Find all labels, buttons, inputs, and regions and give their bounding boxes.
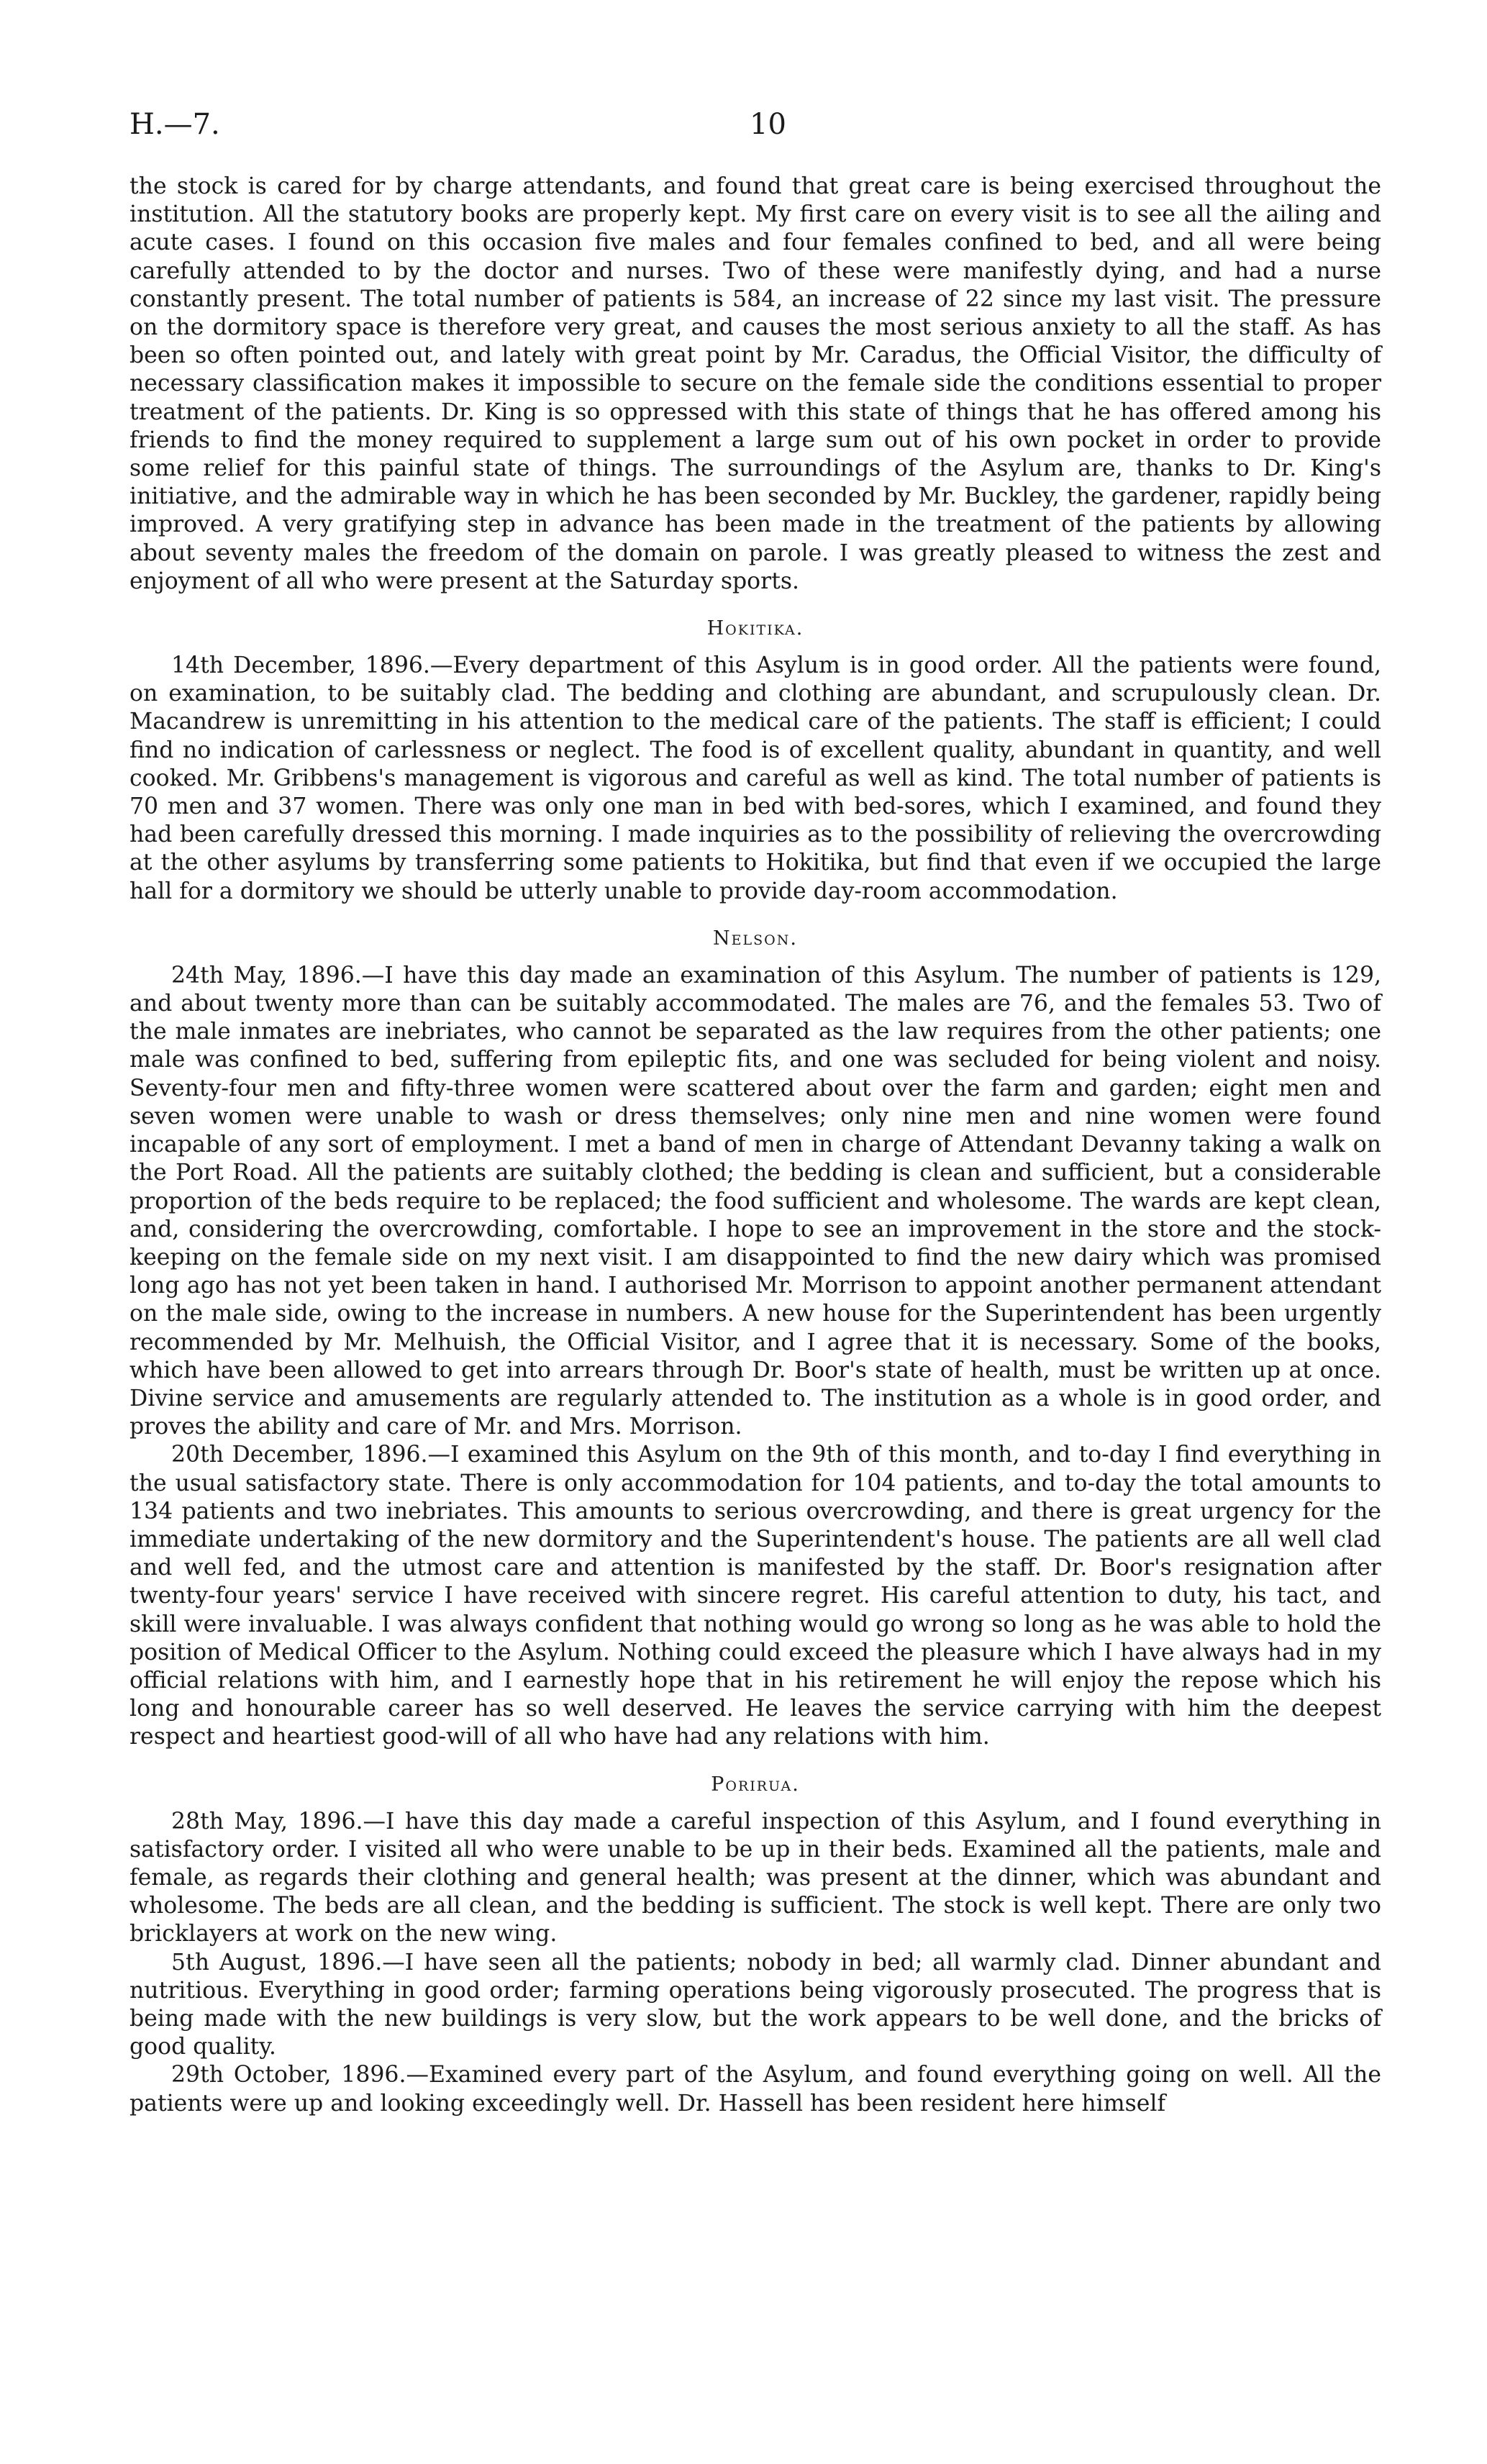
intro-paragraph: the stock is cared for by charge attendants, and found that great care is being exercised throughout the institution. All the statutory books are properly kept. My first care on every visit is to see all the ailing and acute cases. I found on this occasion five males and four females confined to bed, and all were being carefully attended to by the doctor and nurses. Two of these were manifestly dying, and had a nurse constantly present. The total number of patients is 584, an increase of 22 since my last visit. The pressure on the dormitory space is therefore very great, and causes the most serious anxiety to all the staff. As has been so often pointed out, and lately with great point by Mr. Caradus, the Official Visitor, the difficulty of necessary classification makes it impossible to secure on the female side the conditions essential to proper treatment of the patients. Dr. King is so oppressed with this state of things that he has offered among his friends to find the money required to supplement a large sum out of his own pocket in order to provide some relief for this painful state of things. The surroundings of the Asylum are, thanks to Dr. King's initiative, and the admirable way in which he has been seconded by Mr. Buckley, the gardener, rapidly being improved. A very gratifying step in advance has been made in the treatment of the patients by allowing about seventy males the freedom of the domain on parole. I was greatly pleased to witness the zest and enjoyment of all who were present at the Saturday sports. [129, 173, 1381, 594]
nelson-paragraph-2: 20th December, 1896.—I examined this Asylum on the 9th of this month, and to-day I find everything in the usual satisfactory state. There is only accommodation for 104 patients, and to-day the total amounts to 134 patients and two inebriates. This amounts to serious overcrowding, and there is great urgency for the immediate undertaking of the new dormitory and the Superintendent's house. The patients are all well clad and well fed, and the utmost care and attention is manifested by the staff. Dr. Boor's resignation after twenty-four years' service I have received with sincere regret. His careful attention to duty, his tact, and skill were invaluable. I was always confident that nothing would go wrong so long as he was able to hold the position of Medical Officer to the Asylum. Nothing could exceed the pleasure which I have always had in my official relations with him, and I earnestly hope that in his retirement he will enjoy the repose which his long and honourable career has so well deserved. He leaves the service carrying with him the deepest respect and heartiest good-will of all who have had any relations with him. [129, 1442, 1381, 1750]
section-heading-porirua: Porirua. [711, 1773, 800, 1796]
section-heading-hokitika: Hokitika. [706, 617, 804, 640]
page-header [129, 108, 1381, 151]
section-heading-nelson: Nelson. [713, 927, 798, 950]
porirua-paragraph-3: 29th October, 1896.—Examined every part of the Asylum, and found everything going on well. All the patients were up and looking exceedingly well. Dr. Hassell has been resident here himself [129, 2062, 1381, 2117]
porirua-paragraph-1: 28th May, 1896.—I have this day made a careful inspection of this Asylum, and I found everything in satisfactory order. I visited all who were unable to be up in their beds. Examined all the patients, male and female, as regards their clothing and general health; was present at the dinner, which was abundant and wholesome. The beds are all clean, and the bedding is sufficient. The stock is well kept. There are only two bricklayers at work on the new wing. [129, 1808, 1381, 1947]
page-number: 10 [750, 108, 786, 141]
porirua-paragraph-2: 5th August, 1896.—I have seen all the patients; nobody in bed; all warmly clad. Dinner abundant and nutritious. Everything in good order; farming operations being vigorously prosecuted. The progress that is being made with the new buildings is very slow, but the work appears to be well done, and the bricks of good quality. [129, 1949, 1381, 2060]
document-code: H.—7. [129, 108, 220, 141]
hokitika-paragraph-1: 14th December, 1896.—Every department of this Asylum is in good order. All the patients were found, on examination, to be suitably clad. The bedding and clothing are abundant, and scrupulously clean. Dr. Macandrew is unremitting in his attention to the medical care of the patients. The staff is efficient; I could find no indication of carlessness or neglect. The food is of excellent quality, abundant in quantity, and well cooked. Mr. Gribbens's management is vigorous and careful as well as kind. The total number of patients is 70 men and 37 women. There was only one man in bed with bed-sores, which I examined, and found they had been carefully dressed this morning. I made inquiries as to the possibility of relieving the overcrowding at the other asylums by transferring some patients to Hokitika, but find that even if we occupied the large hall for a dormitory we should be utterly unable to provide day-room accommodation. [129, 653, 1381, 904]
nelson-paragraph-1: 24th May, 1896.—I have this day made an examination of this Asylum. The number of patients is 129, and about twenty more than can be suitably accommodated. The males are 76, and the females 53. Two of the male inmates are inebriates, who cannot be separated as the law requires from the other patients; one male was confined to bed, suffering from epileptic fits, and one was secluded for being violent and noisy. Seventy-four men and fifty-three women were scattered about over the farm and garden; eight men and seven women were unable to wash or dress themselves; only nine men and nine women were found incapable of any sort of employment. I met a band of men in charge of Attendant Devanny taking a walk on the Port Road. All the patients are suitably clothed; the bedding is clean and sufficient, but a considerable proportion of the beds require to be replaced; the food sufficient and wholesome. The wards are kept clean, and, considering the overcrowding, comfortable. I hope to see an improvement in the store and the stock-keeping on the female side on my next visit. I am disappointed to find the new dairy which was promised long ago has not yet been taken in hand. I authorised Mr. Morrison to appoint another permanent attendant on the male side, owing to the increase in numbers. A new house for the Superintendent has been urgently recommended by Mr. Melhuish, the Official Visitor, and I agree that it is necessary. Some of the books, which have been allowed to get into arrears through Dr. Boor's state of health, must be written up at once. Divine service and amusements are regularly attended to. The institution as a whole is in good order, and proves the ability and care of Mr. and Mrs. Morrison. [129, 962, 1381, 1440]
report-body [129, 173, 1381, 2118]
